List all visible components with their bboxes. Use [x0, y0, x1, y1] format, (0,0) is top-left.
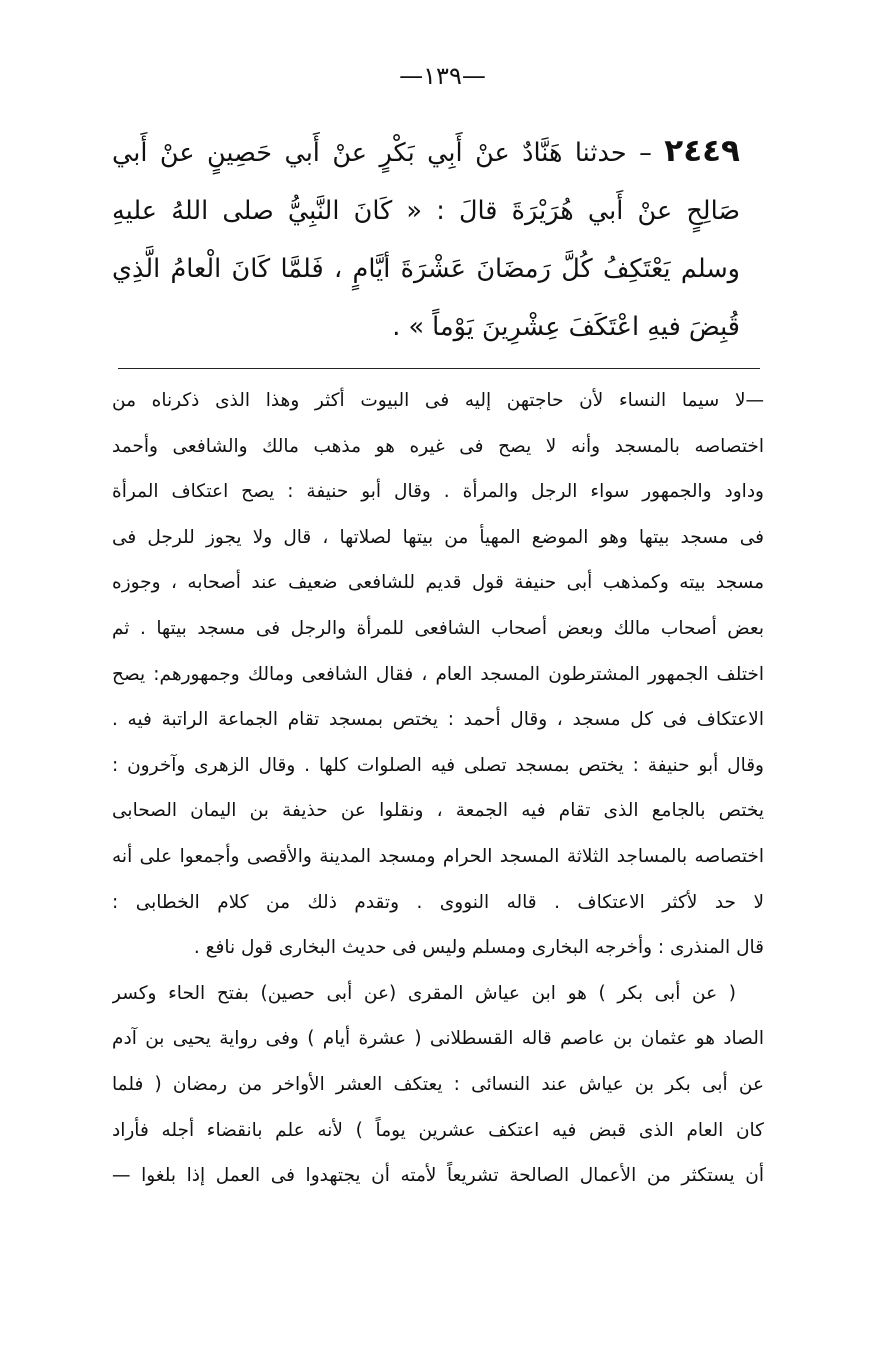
commentary-line: بعض أصحاب مالك وبعض أصحاب الشافعى للمرأة والرجل فى مسجد بيتها . ثم — [112, 617, 764, 639]
commentary-line: وداود والجمهور سواء الرجل والمرأة . وقال أبو حنيفة : يصح اعتكاف المرأة — [112, 481, 764, 503]
commentary-line: كان العام الذى قبض فيه اعتكف عشرين يوماً ) لأنه علم بانقضاء أجله فأراد — [112, 1119, 764, 1141]
commentary-line: اختصاصه بالمسجد وأنه لا يصح فى غيره هو مذهب مالك والشافعى وأحمد — [112, 435, 764, 457]
page-number: —١٣٩— — [399, 62, 486, 90]
commentary-line: لا حد لأكثر الاعتكاف . قاله النووى . وتقدم ذلك من كلام الخطابى : — [112, 891, 764, 913]
commentary-line: الصاد هو عثمان بن عاصم قاله القسطلانى ( عشرة أيام ) وفى رواية يحيى بن آدم — [112, 1028, 764, 1050]
commentary-line: اختصاصه بالمساجد الثلاثة المسجد الحرام ومسجد المدينة والأقصى وأجمعوا على أنه — [112, 845, 764, 867]
commentary-line: يختص بالجامع الذى تقام فيه الجمعة ، ونقلوا عن حذيفة بن اليمان الصحابى — [112, 800, 764, 822]
commentary-line: وقال أبو حنيفة : يختص بمسجد تصلى فيه الصلوات كلها . وقال الزهرى وآخرون : — [112, 754, 764, 776]
commentary-block — [112, 378, 764, 1199]
hadith-body: – حدثنا هَنَّادٌ عنْ أَبِي بَكْرٍ عنْ أَبي حَصِينٍ عنْ أَبي صَالِحٍ عنْ أَبي هُرَيْرَةَ قالَ : « كَانَ النَّبِيُّ صلى اللهُ عليهِ وسلم يَعْتَكِفُ كُلَّ رَمضَانَ عَشْرَةَ أيَّامٍ ، فَلمَّا كَانَ الْعامُ الَّذِي قُبِضَ فيهِ اعْتَكَفَ عِشْرِينَ يَوْماً » . — [112, 138, 740, 342]
commentary-line: مسجد بيته وكمذهب أبى حنيفة قول قديم للشافعى ضعيف عند أصحابه ، وجوزه — [112, 572, 764, 594]
commentary-line: عن أبى بكر بن عياش عند النسائى : يعتكف العشر الأواخر من رمضان ( فلما — [112, 1073, 764, 1095]
hadith-number: ٢٤٤٩ — [664, 133, 740, 169]
commentary-line: قال المنذرى : وأخرجه البخارى ومسلم وليس فى حديث البخارى قول نافع . — [193, 937, 764, 959]
commentary-line: أن يستكثر من الأعمال الصالحة تشريعاً لأمته أن يجتهدوا فى العمل إذا بلغوا — — [112, 1165, 764, 1187]
commentary-line: ( عن أبى بكر ) هو ابن عياش المقرى (عن أبى حصين) بفتح الحاء وكسر — [112, 982, 736, 1004]
section-divider — [118, 368, 760, 369]
commentary-line: الاعتكاف فى كل مسجد ، وقال أحمد : يختص بمسجد تقام الجماعة الراتبة فيه . — [112, 709, 764, 731]
hadith-text-block — [112, 122, 740, 356]
commentary-line: اختلف الجمهور المشترطون المسجد العام ، فقال الشافعى ومالك وجمهورهم: يصح — [112, 663, 764, 685]
commentary-line: فى مسجد بيتها وهو الموضع المهيأ من بيتها لصلاتها ، قال ولا يجوز للرجل فى — [112, 526, 764, 548]
commentary-line: —لا سيما النساء لأن حاجتهن إليه فى البيوت أكثر وهذا الذى ذكرناه من — [112, 390, 764, 411]
